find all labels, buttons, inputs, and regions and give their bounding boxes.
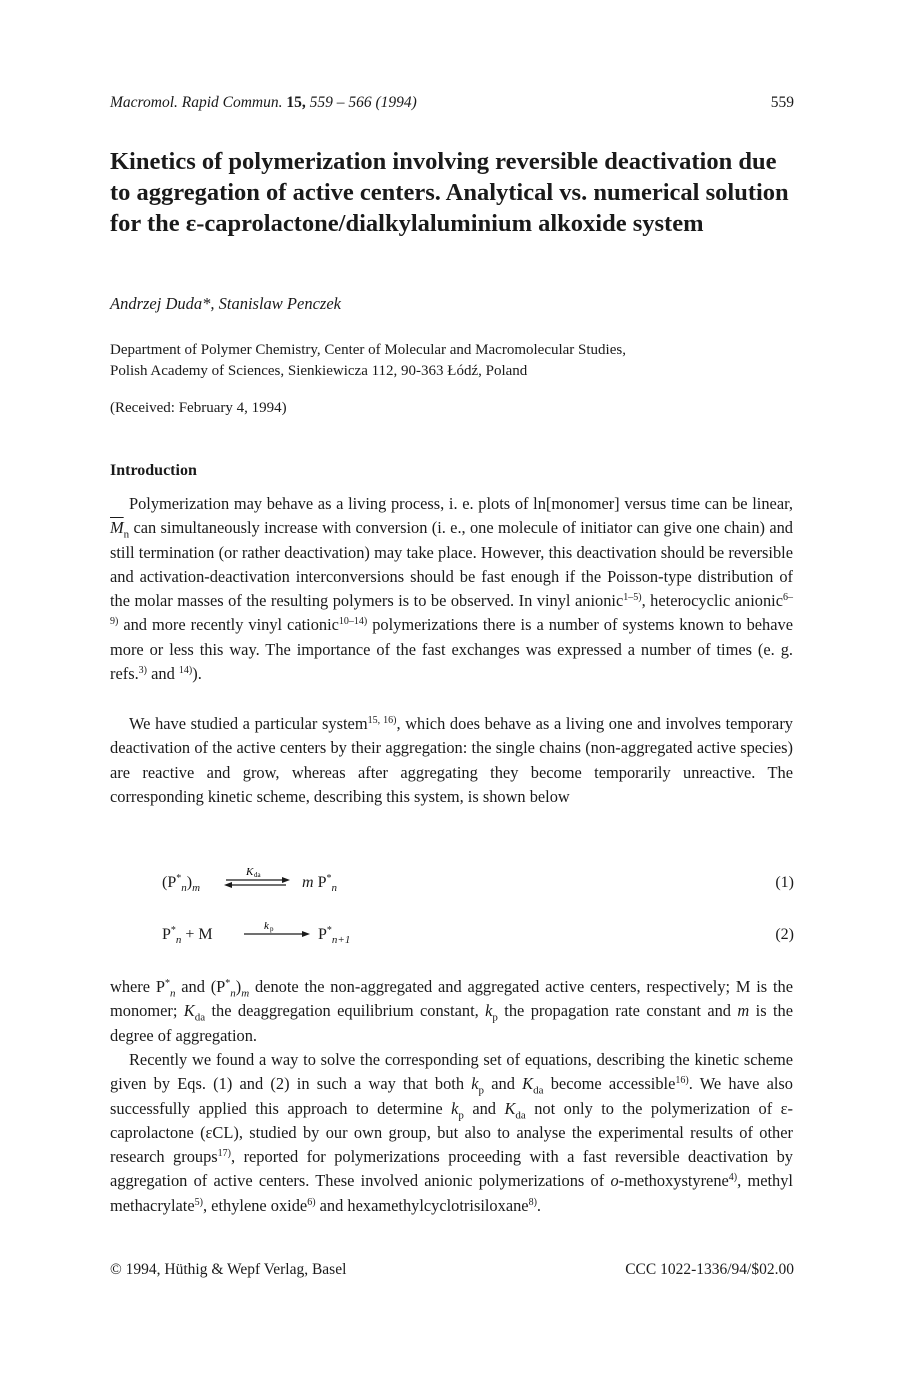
ccc-code: CCC 1022-1336/94/$02.00 (625, 1261, 794, 1278)
running-head (110, 94, 417, 112)
authors: Andrzej Duda*, Stanislaw Penczek (110, 294, 341, 313)
paragraph-4: Recently we found a way to solve the corresponding set of equations, describing the kinetic scheme given by Eqs. (1) and (2) in such a way that both $k_p$ and $K_{da}$ become accessible$^{16)}$. We have also successfully applied this approach to determine $k_p$ and $K_{da}$ not only to the polymerization of ε-caprolactone (εCL), studied by our own group, but also to analyse the experimental results of other research groups$^{17)}$, reported for polymerizations proceeding with a fast reversible deactivation by aggregation of active centers. These involved anionic polymerizations of o-methoxystyrene$^{4)}$, methyl methacrylate$^{5)}$, ethylene oxide$^{6)}$ and hexamethylcyclotrisiloxane$^{8)}$. (110, 1050, 794, 1215)
journal-name: Macromol. Rapid Commun. (110, 94, 283, 111)
svg-text:K: K (246, 866, 254, 878)
pages-year: 559 – 566 (1994) (309, 94, 417, 111)
svg-text:p: p (270, 925, 274, 933)
equilibrium-arrow-icon (222, 864, 292, 894)
affiliation-line-2: Polish Academy of Sciences, Sienkiewicza 112, 90-363 Łódź, Poland (110, 363, 528, 379)
paragraph-3: where $P^*_n$ and $(P^*_n)_m$ denote the non-aggregated and aggregated active centers, respectively; M is the monomer; $K_{da}$ the deaggregation equilibrium constant, $k_p$ the propagation rate constant and m is the degree of aggregation. (110, 977, 793, 1045)
paper-title: Kinetics of polymerization involving reversible deactivation due to aggregation of active centers. Analytical vs. numerical solution for the ε-caprolactone/dialkylaluminium alkoxide system (110, 148, 789, 237)
received-date: (Received: February 4, 1994) (110, 400, 287, 416)
copyright: © 1994, Hüthig & Wepf Verlag, Basel (110, 1261, 347, 1278)
paragraph-1: Polymerization may behave as a living process, i. e. plots of ln[monomer] versus time can be linear, $\overline{M}_n$ can simultaneously increase with conversion (i. e., one molecule of initiator can give one chain) and still termination (or rather deactivation) may take place. However, this deactivation should be reversible and activation-deactivation interconversions should be fast enough if the Poisson-type distribution of the molar masses of the resulting polymers is to be observed. In vinyl anionic$^{1-5)}$, heterocyclic anionic$^{6-9)}$ and more recently vinyl cationic$^{10-14)}$ polymerizations there is a number of systems known to behave more or less this way. The importance of the fast exchanges was expressed a number of times (e. g. refs.$^{3)}$ and $^{14)}$). (110, 494, 793, 684)
affiliation (110, 340, 800, 382)
affiliation-line-1: Department of Polymer Chemistry, Center of Molecular and Macromolecular Studies, (110, 342, 626, 358)
page-number: 559 (770, 94, 794, 111)
volume: 15, (286, 94, 306, 111)
equation-2-number: (2) (775, 926, 794, 943)
svg-text:da: da (254, 871, 261, 879)
reaction-arrow-icon (242, 916, 312, 946)
equation-1-number: (1) (775, 874, 794, 891)
paragraph-2: We have studied a particular system$^{15, 16)}$, which does behave as a living one and involves temporary deactivation of the active centers by their aggregation: the single chains (non-aggregated active species) are reactive and grow, whereas after aggregating they become temporarily unreactive. The corresponding kinetic scheme, describing this system, is shown below (110, 714, 793, 806)
svg-text:k: k (264, 920, 269, 932)
section-heading: Introduction (110, 462, 197, 479)
